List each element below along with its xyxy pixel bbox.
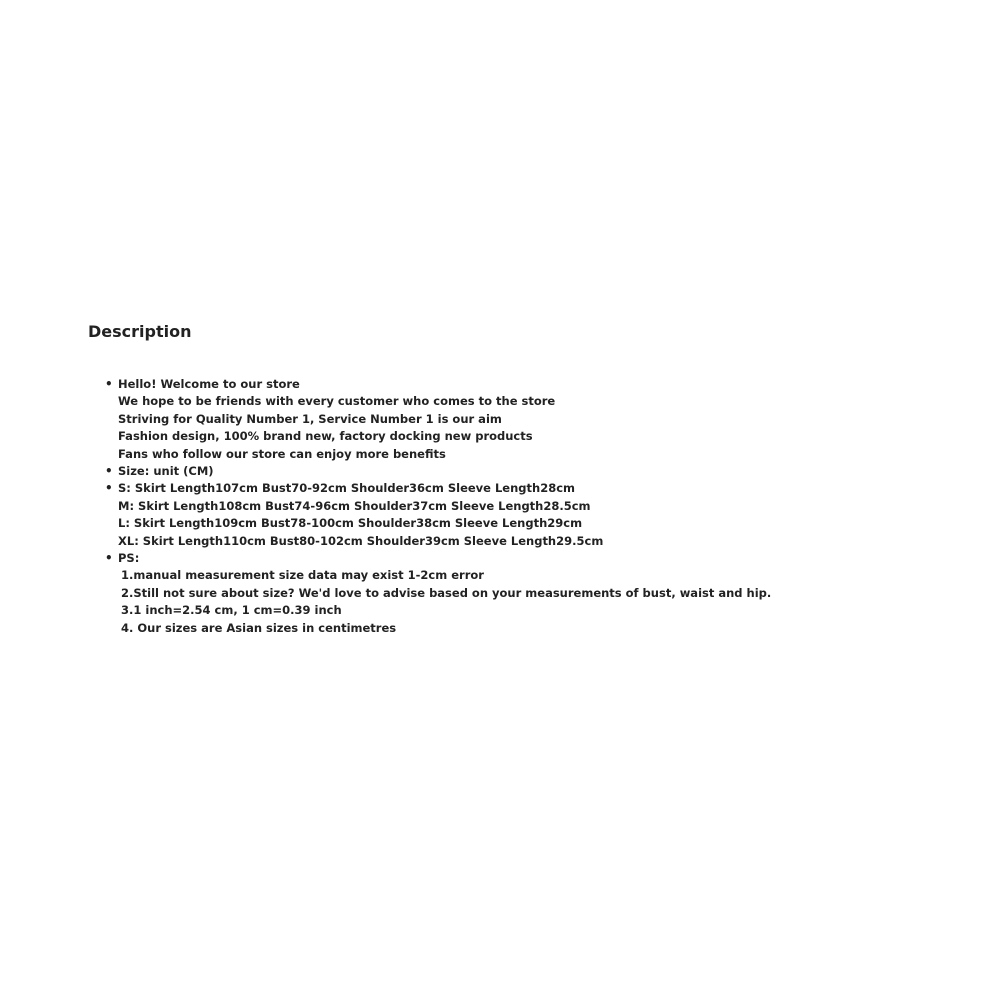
list-item-line: 4. Our sizes are Asian sizes in centimetres — [121, 620, 397, 635]
bullet-icon: • — [105, 551, 113, 566]
size-row-m: M: Skirt Length108cm Bust74-96cm Shoulder37cm Sleeve Length28.5cm — [118, 498, 591, 513]
bullet-icon: • — [105, 481, 113, 496]
list-item-ps — [88, 550, 968, 637]
description-list — [88, 376, 968, 637]
list-item-line: Hello! Welcome to our store — [118, 377, 300, 391]
list-item-line: We hope to be friends with every customer who comes to the store — [118, 394, 556, 409]
list-item-line: PS: — [118, 551, 140, 566]
size-row-l: L: Skirt Length109cm Bust78-100cm Shoulder38cm Sleeve Length29cm — [118, 516, 583, 531]
description-title: Description — [88, 322, 192, 341]
list-item-line: Striving for Quality Number 1, Service Number 1 is our aim — [118, 411, 502, 426]
list-item-size-chart — [88, 480, 968, 550]
list-item-line: Fashion design, 100% brand new, factory docking new products — [118, 429, 533, 444]
size-row-xl: XL: Skirt Length110cm Bust80-102cm Shoulder39cm Sleeve Length29.5cm — [118, 533, 604, 548]
list-item-line: Fans who follow our store can enjoy more benefits — [118, 446, 446, 461]
size-row-s: S: Skirt Length107cm Bust70-92cm Shoulder36cm Sleeve Length28cm — [118, 481, 576, 496]
description-section — [88, 320, 968, 637]
list-item-welcome — [88, 376, 968, 463]
bullet-icon: • — [105, 464, 113, 479]
list-item-line: 1.manual measurement size data may exist 1-2cm error — [121, 568, 484, 583]
list-item-size-unit — [88, 463, 968, 480]
list-item-line: 2.Still not sure about size? We'd love to advise based on your measurements of bust, waist and hip. — [121, 585, 772, 600]
list-item-line: Size: unit (CM) — [118, 464, 214, 479]
bullet-icon: • — [105, 377, 113, 391]
list-item-line: 3.1 inch=2.54 cm, 1 cm=0.39 inch — [121, 603, 342, 618]
